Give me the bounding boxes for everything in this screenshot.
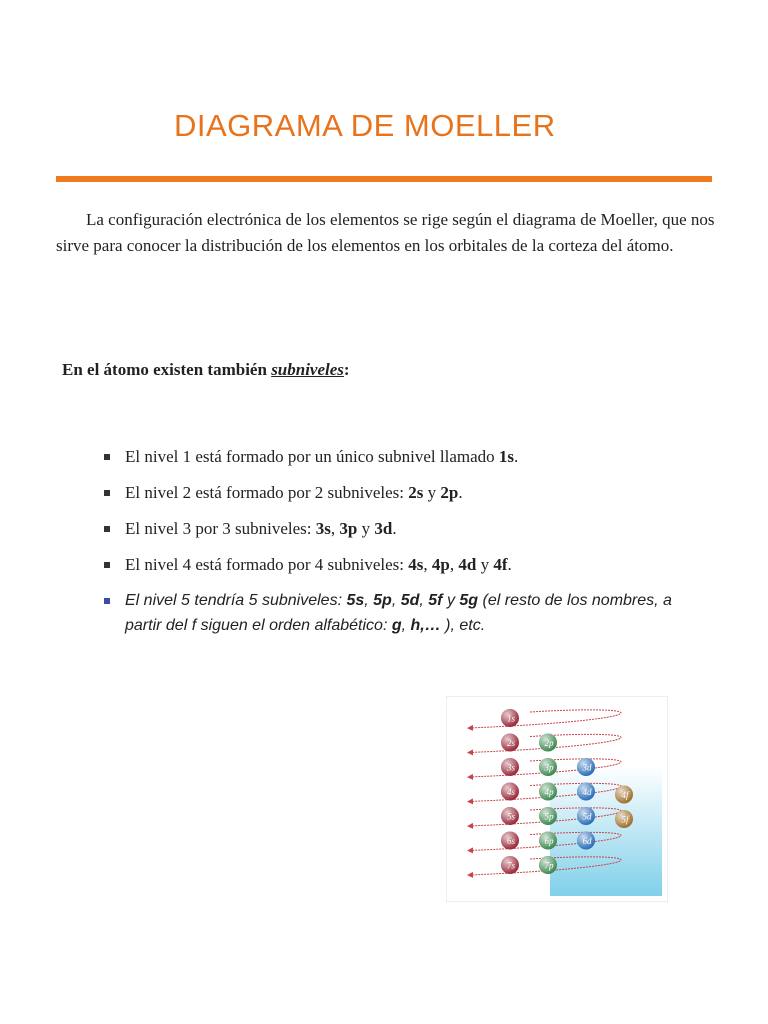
orbital-6p — [539, 832, 557, 850]
orbital-6s — [501, 832, 519, 850]
orbital-label: 5s — [506, 811, 516, 822]
orbital-label: 3d — [582, 762, 592, 773]
orbital-label: 3p — [544, 762, 554, 773]
orbital-label: 2s — [506, 738, 516, 748]
orbital-5p — [539, 807, 557, 825]
orbital-label: 6p — [544, 836, 554, 846]
bullet-icon — [104, 562, 110, 568]
intro-text: La configuración electrónica de los elementos se rige según el diagrama de Moeller, que nos sirve para conocer la distribución de los elementos en los orbitales de la corteza del átomo. — [56, 210, 715, 255]
orbital-4s — [501, 783, 519, 801]
orbital-3p — [539, 758, 557, 776]
orbital-label: 1s — [506, 713, 516, 724]
bullet-icon — [104, 598, 110, 604]
orbital-7p — [539, 856, 557, 874]
subheading-suffix: : — [343, 360, 350, 379]
orbital-5s — [501, 807, 519, 825]
orbital-5d — [577, 807, 595, 825]
orbital-6d — [577, 832, 595, 850]
orbital-label: 5p — [544, 811, 554, 822]
bullet-icon — [104, 454, 110, 460]
orbital-4p — [539, 783, 557, 801]
list-item: El nivel 4 está formado por 4 subniveles: 4s, 4p, 4d y 4f. — [100, 552, 680, 578]
subheading-prefix: En el átomo existen también — [62, 360, 272, 379]
orbital-1s — [501, 709, 519, 727]
orbital-label: 6s — [506, 836, 516, 846]
orbital-label: 4d — [582, 787, 592, 797]
subheading-emphasis: subniveles — [271, 360, 344, 379]
orbital-7s — [501, 856, 519, 874]
orbital-label: 4s — [506, 787, 516, 797]
subheading — [62, 360, 350, 380]
orbital-2p — [539, 734, 557, 752]
bullet-icon — [104, 526, 110, 532]
orbital-3s — [501, 758, 519, 776]
orbital-4f — [615, 786, 633, 804]
page-title: DIAGRAMA DE MOELLER — [174, 108, 556, 143]
list-item: El nivel 2 está formado por 2 subniveles: 2s y 2p. — [100, 480, 680, 506]
list-item-note: El nivel 5 tendría 5 subniveles: 5s, 5p, 5d, 5f y 5g (el resto de los nombres, a partir del f siguen el orden alfabético: g, h,… ), etc. — [100, 588, 680, 638]
moeller-diagram — [446, 696, 668, 902]
orbital-label: 3s — [506, 762, 516, 773]
orbital-label: 4f — [621, 790, 629, 800]
orbital-label: 6d — [582, 836, 592, 846]
diagram-background — [550, 766, 662, 896]
list-item: El nivel 1 está formado por un único subnivel llamado 1s. — [100, 444, 680, 470]
bullet-icon — [104, 490, 110, 496]
orbital-2s — [501, 734, 519, 752]
orbital-4d — [577, 783, 595, 801]
sublevel-list — [100, 444, 680, 648]
list-item: El nivel 3 por 3 subniveles: 3s, 3p y 3d. — [100, 516, 680, 542]
intro-paragraph — [56, 207, 716, 259]
title-divider — [56, 176, 712, 182]
orbital-3d — [577, 758, 595, 776]
orbital-5f — [615, 810, 633, 828]
orbital-label: 5d — [582, 811, 592, 822]
orbital-label: 2p — [544, 738, 554, 748]
orbital-label: 7s — [506, 860, 516, 871]
orbital-label: 7p — [544, 860, 554, 871]
orbital-label: 4p — [544, 787, 554, 797]
orbital-label: 5f — [621, 814, 629, 825]
